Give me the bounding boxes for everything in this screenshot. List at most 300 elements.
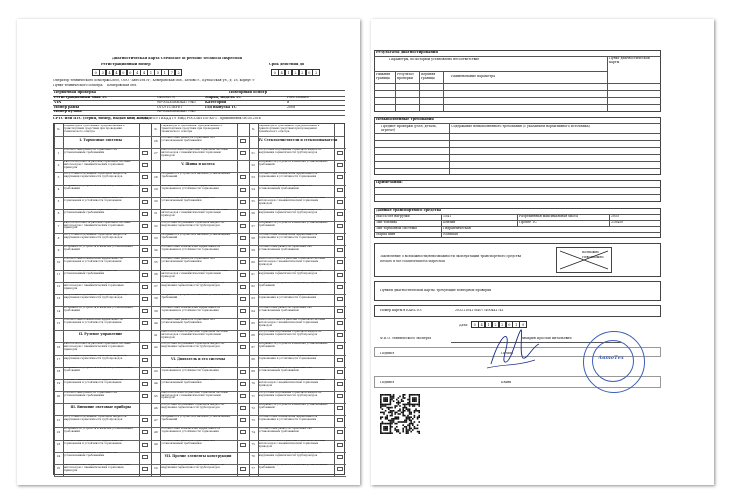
reg-number-digit: 4 [140,69,148,76]
conclusion-en-label: Results if the roadworthiness inspection [380,260,446,263]
checklist-item-number: 54 [251,187,255,192]
checklist-item-number: 28 [154,174,158,179]
checklist-item-checkbox [337,418,343,422]
vehicle-data-label: Данные транспортного средства [376,209,442,212]
checklist-item-checkbox [337,333,343,337]
checklist-item-text: Отсутствие подтекания тормозной жидкости, нарушения герметичности трубопроводов [258,209,322,215]
checklist-item-number: 30 [154,199,158,204]
checklist-item-number: 16 [56,344,61,349]
checklist-item-number: 50 [154,466,158,471]
checklist-item-text: Работоспособность рабочей тормозной системы автопоездов с пневматическим тормозным приводом [258,440,326,448]
repeat-inspection-label: Повторный осмотр [229,90,268,94]
point-map-label: Пункт диагностической карты [609,57,650,64]
checklist-item-checkbox [240,188,246,192]
checklist-item-text: Соответствие разности тормозных сил установленным требованиям [161,379,215,385]
srts-value: 7619 205492 МОЭ ГИБДД ГУ МВД РОССИИ ПО КО Г. Прокопьевск 08.05.2016 [127,117,261,120]
checklist-item-number: 55 [251,199,255,204]
checklist-item-number: 45 [154,393,158,398]
checklist-item-number: 65 [251,320,255,325]
mass-empty-label: Масса без нагрузки [376,215,410,218]
checklist-item-text: Соответствие разности тормозных сил установленным требованиям [64,452,118,458]
checklist-item-text: Работоспособность рабочей тормозной системы автопоездов с пневматическим тормозным приводом [258,258,326,266]
odometer-value: 218450 [611,221,624,224]
possible-label: Возможно [582,251,600,254]
checklist-item-checkbox [337,358,343,362]
checklist-item-number: 18 [56,369,61,374]
checklist-item-checkbox [240,260,246,264]
point-value: Кемеровская обл. [107,84,138,87]
checklist-item-number: 21 [56,417,61,422]
checklist-section-title: II. Рулевое управление [79,332,123,337]
column-header-num: № [154,127,158,131]
date-digit: 1 [485,321,493,328]
checklist-item-checkbox [337,151,343,155]
checklist-item-checkbox [142,248,148,252]
reg-number-digit: 3 [99,69,107,76]
checklist-item-checkbox [142,236,148,240]
checklist-item-text: Соответствие показателей эффективности торможения и устойчивости торможения [258,355,318,361]
checklist-item-number: 15 [56,320,61,325]
checklist-item-text: Исправность устройств и наличие установленных требований [258,282,328,288]
checklist-item-number: 47 [154,417,158,422]
checklist-item-number: 60 [251,259,255,264]
checklist-item-checkbox [142,224,148,228]
checklist-item-text: Соответствие разности тормозных сил установленным требованиям [258,367,312,373]
checklist-item-checkbox [142,175,148,179]
checklist-item-text: Работоспособность рабочей тормозной системы автопоездов с пневматическим тормозным приводом [258,318,326,327]
checklist-item-text: Соответствие разности тормозных сил установленным требованиям [161,136,215,142]
reg-number-digit: 4 [113,69,121,76]
eaisto-value: 203211041764077400441741 [455,309,504,312]
checklist-item-checkbox [337,321,343,325]
blank-label: Бланк [501,381,512,384]
checklist-item-number: 13 [56,296,61,301]
checklist-item-number: 75 [251,442,255,447]
checklist-item-checkbox [240,333,246,337]
vehicle-field-value: Ford Mondeo [287,96,309,99]
checklist-item-number: 38 [154,296,158,301]
checklist-item-checkbox [337,248,343,252]
checklist-item-text: Исправность устройств и наличие установленных требований [258,221,328,227]
checklist-item-text: Отсутствие подтекания тормозной жидкости, нарушения герметичности трубопроводов [161,221,225,227]
date-digit: 2 [492,321,500,328]
checklist-section-title: III. Внешние световые приборы [70,405,131,410]
vehicle-field-label: Регистрационный знак ТС [54,96,108,99]
checklist-item-number: 3 [57,174,60,179]
checklist-item-checkbox [142,163,148,167]
checklist-item-text: Соответствие разности тормозных сил установленным требованиям [161,318,215,324]
checklist-item-checkbox [142,345,148,349]
checklist-item-text: Отсутствие подтекания тормозной жидкости, нарушения герметичности трубопроводов [258,452,322,458]
vehicle-field-value: ОТСУТСТВУЕТ [157,105,183,109]
valid-until-label: Срок действия до [269,63,305,66]
repeat-items-label: Пункты диагностической карты, требующие повторной проверки [380,289,492,292]
checklist-item-text: Работоспособность рабочей тормозной системы автопоездов с пневматическим тормозным приводом [161,391,228,400]
checklist-item-text: Отсутствие подтекания тормозной жидкости, нарушения герметичности трубопроводов [258,270,322,276]
fuel-value: Бензин [443,221,456,224]
checklist-item-text: Отсутствие подтекания тормозной жидкости, нарушения герметичности трубопроводов [64,355,128,361]
checklist-item-text: Отсутствие подтекания тормозной жидкости, нарушения герметичности трубопроводов [161,343,225,348]
checklist-item-checkbox [337,285,343,289]
date-digit: 4 [478,321,486,328]
checklist-item-checkbox [142,467,148,471]
checklist-item-checkbox [240,309,246,313]
checklist-item-number: 12 [56,284,61,289]
checklist-item-number: 23 [56,442,61,447]
checklist-item-checkbox [142,273,148,277]
params-label: Параметры, по которым установлено несоответствие [389,58,480,61]
reg-number-digit: 4 [106,69,114,76]
checklist-item-text: Соответствие показателей эффективности торможения и устойчивости торможения [258,173,318,178]
checklist-item-number: 77 [251,466,255,471]
checklist-item-checkbox [337,455,343,459]
checklist-item-checkbox [337,188,343,192]
checklist-item-checkbox [142,285,148,289]
checklist-item-number: 35 [154,259,158,264]
checklist-item-text: Работоспособность рабочей тормозной системы автопоездов с пневматическим тормозным приводом [161,148,228,157]
mass-empty-value: 1541 [443,215,452,218]
checklist-item-number: 43 [154,369,158,374]
checklist-item-number: 57 [251,223,255,228]
checklist-item-checkbox [240,418,246,422]
checklist-item-text: Работоспособность рабочей тормозной системы автопоездов с пневматическим тормозным приводом [161,209,228,218]
checklist-item-number: 37 [154,284,158,289]
checklist-item-number: 26 [154,138,158,143]
checklist-item-checkbox [337,236,343,240]
notes-label: Примечания: [376,181,403,184]
checklist-item-text: Работоспособность рабочей тормозной системы автопоездов с пневматическим тормозным приводом [64,282,131,291]
checklist-item-text: Соответствие показателей эффективности торможения и устойчивости торможения [64,440,123,446]
date-digit: 9 [519,321,527,328]
checklist-item-checkbox [240,370,246,374]
fuel-label: Тип топлива [376,221,398,224]
checklist-item-text: Работоспособность рабочей тормозной системы автопоездов с пневматическим тормозным приводом [64,221,131,230]
checklist-item-checkbox [337,370,343,374]
checklist-item-checkbox [240,430,246,434]
checklist-item-number: 34 [154,247,158,252]
checklist-item-text: Соответствие показателей эффективности торможения и устойчивости торможения [258,233,318,239]
date-digit: 2 [499,321,507,328]
checklist-item-number: 32 [154,223,158,228]
reg-number-boxes [92,69,182,76]
checklist-item-checkbox [240,175,246,179]
content-label: Содержание невыполненного требования (с указанием нормативного источника) [451,125,590,128]
reg-number-digit: 0 [127,69,135,76]
checklist-item-checkbox [240,443,246,447]
checklist-item-text: Соответствие разности тормозных сил установленным требованиям [258,428,312,433]
checklist-item-text: Исправность устройств и наличие установленных требований [64,185,133,191]
checklist-item-number: 17 [56,357,61,362]
vehicle-field-value: О450МТ70 [157,96,176,99]
checklist-item-number: 14 [56,308,61,313]
checklist-item-number: 74 [251,429,255,434]
checklist-item-checkbox [337,212,343,216]
checklist-item-text: Исправность устройств и наличие установленных требований [258,343,328,348]
checklist-item-number: 4 [57,187,60,192]
checklist-item-text: Соответствие показателей эффективности торможения и устойчивости торможения [161,428,221,433]
checklist-item-text: Отсутствие подтекания тормозной жидкости, нарушения герметичности трубопроводов [161,282,225,288]
checklist-item-checkbox [240,139,246,143]
checklist-item-checkbox [337,309,343,313]
checklist-item-checkbox [240,200,246,204]
checklist-item-text: Отсутствие подтекания тормозной жидкости, нарушения герметичности трубопроводов [64,415,128,421]
checklist-item-text: Соответствие показателей эффективности торможения и устойчивости торможения [161,367,221,373]
upper-bound-label: Верхняя граница [421,73,436,80]
checklist-item-text: Отсутствие подтекания тормозной жидкости, нарушения герметичности трубопроводов [258,391,322,397]
tires-label: Марка шин [376,233,396,236]
checklist-item-number: 72 [251,405,255,410]
checklist-item-text: Соответствие разности тормозных сил установленным требованиям [258,306,312,312]
checklist-item-checkbox [142,443,148,447]
checklist-item-text: Отсутствие подтекания тормозной жидкости, нарушения герметичности трубопроводов [64,233,128,239]
impossible-label: Невозможно [582,256,604,259]
valid-until-boxes [271,69,319,76]
operator-value: 652600, ООО "АвтоТех Н", Кемеровская обл., Белово г., Кузбасская ул., д. 18, корпус 9 [107,79,255,82]
lower-bound-label: Нижняя граница [376,73,390,80]
tires-value: Nordman [443,233,459,236]
checklist-item-checkbox [142,321,148,325]
checklist-item-checkbox [337,200,343,204]
reg-number-digit: 5 [154,69,162,76]
checklist-section-title: VI. Двигатель и его системы [170,356,226,361]
point-label: Пункт технического осмотра: [53,84,104,87]
vehicle-field-value: WF0GXXGBB3KA77940 [157,100,196,104]
checklist-item-number: 69 [251,369,255,374]
checklist-item-text: Работоспособность рабочей тормозной системы автопоездов с пневматическим тормозным приводом [64,160,131,169]
checklist-item-number: 19 [56,381,61,386]
checklist-section-title: VII. Прочие элементы конструкции [164,453,232,458]
checklist-section-title: IV. Стеклоочистители и стеклоомыватели [258,138,338,142]
expert-label: Ф.И.О. технического эксперта [380,337,432,340]
column-header-params: Параметры и требования, предъявляемые к транспортным средствам при проведении технического осмотра [258,125,320,133]
organization-stamp: АвтоТех [583,331,645,393]
checklist-item-number: 71 [251,393,255,398]
checklist-item-checkbox [142,309,148,313]
checklist-item-number: 66 [251,332,255,337]
checklist-item-text: Отсутствие подтекания тормозной жидкости, нарушения герметичности трубопроводов [161,464,225,470]
checklist-item-number: 39 [154,308,158,313]
checklist-item-text: Работоспособность рабочей тормозной системы автопоездов с пневматическим тормозным приводом [258,197,326,206]
date-digit: 0 [506,321,514,328]
checklist-item-number: 59 [251,247,255,252]
checklist-item-text: Работоспособность рабочей тормозной системы автопоездов с пневматическим тормозным приводом [258,379,326,388]
checklist-item-text: Работоспособность рабочей тормозной системы автопоездов с пневматическим тормозным приводом [161,270,228,278]
checklist-item-text: Исправность устройств и наличие установленных требований [64,245,133,251]
checklist-item-number: 46 [154,405,158,410]
checklist-item-number: 7 [57,223,60,228]
checklist-table [53,123,345,475]
checklist-item-checkbox [240,406,246,410]
date-digit: 0 [471,321,479,328]
checklist-item-checkbox [337,406,343,410]
eaisto-label: Номер карты в ЕАИСТО: [380,309,422,312]
reg-number-digit: 4 [133,69,141,76]
card-title: Диагностическая карта Certificate of periodic technical inspection [112,57,243,60]
inspection-card-left-page [17,19,360,485]
checklist-item-checkbox [337,382,343,386]
param-name-label: Наименование параметра [451,75,496,78]
vehicle-field-label: Марка, модель ТС [205,96,242,99]
reg-number-digit: 1 [161,69,169,76]
checklist-item-checkbox [240,467,246,471]
date-label: Дата: [459,324,469,327]
valid-until-digit: 0 [271,69,279,76]
checklist-item-checkbox [337,224,343,228]
checklist-item-number: 8 [57,235,60,240]
checklist-item-checkbox [142,455,148,459]
qr-code [380,394,420,434]
checklist-item-number: 51 [251,150,255,155]
checklist-item-checkbox [337,394,343,398]
checklist-item-checkbox [240,345,246,349]
reg-number-digit: 0 [92,69,100,76]
checklist-item-number: 61 [251,272,255,277]
checklist-item-checkbox [142,151,148,155]
vehicle-field-value: B [287,100,290,104]
checklist-item-number: 40 [154,320,158,325]
checklist-item-number: 29 [154,187,158,192]
checklist-item-text: Отсутствие подтекания тормозной жидкости, нарушения герметичности трубопроводов [258,148,322,154]
checklist-item-checkbox [142,188,148,192]
checklist-item-text: Соответствие разности тормозных сил установленным требованиям [64,209,118,215]
brake-value: Гидравлическая [443,227,471,230]
stamp-label: Печать [501,352,514,355]
checklist-item-checkbox [240,248,246,252]
checklist-item-checkbox [142,418,148,422]
vehicle-field-label: Год выпуска ТС [205,105,237,109]
cross-out-mark [558,249,610,271]
reg-number-digit: 7 [168,69,176,76]
checklist-section-title: V. Шины и колеса [181,162,215,167]
checklist-item-number: 5 [57,199,60,204]
checklist-item-checkbox [337,443,343,447]
checklist-section-title: I. Тормозные системы [79,138,122,142]
reg-number-label: Регистрационный номер [101,63,151,66]
checklist-item-checkbox [142,382,148,386]
checklist-item-checkbox [337,260,343,264]
checklist-item-text: Соответствие показателей эффективности торможения и устойчивости торможения [161,306,221,312]
checklist-item-checkbox [240,236,246,240]
checklist-item-text: Исправность устройств и наличие установленных требований [64,428,133,433]
checklist-item-text: Работоспособность рабочей тормозной системы автопоездов с пневматическим тормозным приводом [64,464,131,473]
valid-until-digit: 0 [306,69,314,76]
odometer-label: Пробег ТС [519,221,537,224]
checklist-item-checkbox [142,358,148,362]
nonconform-label: Невыполненные требования [376,118,434,121]
valid-until-digit: 2 [299,69,307,76]
checklist-item-checkbox [240,285,246,289]
signature2-label: Подпись [380,381,395,384]
valid-until-digit: 1 [285,69,293,76]
reg-number-digit: 0 [120,69,128,76]
checklist-item-number: 73 [251,417,255,422]
checklist-item-number: 2 [57,162,60,167]
checklist-item-number: 31 [154,211,158,216]
conclusion-label: Заключение о возможности/невозможности эксплуатации транспортного средства [380,255,522,258]
checklist-item-text: Отсутствие подтекания тормозной жидкости, нарушения герметичности трубопроводов [64,294,128,300]
vehicle-field-value: 2008 [287,105,296,109]
expert-value: Зимарин Ярослав Витальевич [521,337,572,340]
checklist-item-number: 9 [57,247,60,252]
checklist-item-number: 27 [154,150,158,155]
checklist-item-text: Соответствие разности тормозных сил установленным требованиям [258,245,312,251]
checklist-item-text: Исправность устройств и наличие установленных требований [258,464,328,470]
checklist-item-text: Отсутствие подтекания тормозной жидкости, нарушения герметичности трубопроводов [258,330,322,336]
checklist-item-text: Соответствие показателей эффективности торможения и устойчивости торможения [64,318,123,324]
checklist-item-text: Исправность устройств и наличие установленных требований [64,367,133,373]
checklist-item-checkbox [337,163,343,167]
checklist-item-checkbox [142,430,148,434]
checklist-item-number: 1 [57,150,60,155]
checklist-item-text: Отсутствие подтекания тормозной жидкости, нарушения герметичности трубопроводов [161,403,225,409]
checklist-item-text: Соответствие показателей эффективности торможения и устойчивости торможения [64,379,123,385]
checklist-item-number: 64 [251,308,255,313]
mass-max-label: Разрешённая максимальная масса [519,215,579,218]
checklist-item-number: 68 [251,357,255,362]
checklist-item-number: 44 [154,381,158,386]
checklist-item-number: 20 [56,393,61,398]
date-digit: 1 [512,321,520,328]
vehicle-field-label: Номер кузова [54,110,82,114]
reg-number-digit: 2 [175,69,183,76]
checklist-item-text: Соответствие показателей эффективности торможения и устойчивости торможения [161,245,221,251]
vehicle-field-value: WF0GXXGBB3KA77940 [157,110,196,114]
checklist-item-text: Работоспособность рабочей тормозной системы автопоездов с пневматическим тормозным приводом [161,330,228,339]
checklist-item-text: Соответствие показателей эффективности торможения и устойчивости торможения [64,197,123,203]
notes-block [374,180,661,202]
checklist-item-number: 53 [251,174,255,179]
checklist-item-text: Исправность устройств и наличие установленных требований [161,294,231,300]
checklist-item-text: Соответствие показателей эффективности торможения и устойчивости торможения [258,415,318,421]
vehicle-field-label: VIN [54,100,62,104]
valid-until-digit: 2 [292,69,300,76]
checklist-item-number: 63 [251,296,255,301]
checklist-item-number: 24 [56,454,61,459]
checklist-item-checkbox [240,224,246,228]
results-label: Результаты диагностирования [376,51,438,54]
checklist-item-checkbox [240,321,246,325]
checklist-item-text: Исправность устройств и наличие установленных требований [258,403,328,409]
mass-max-value: 2055 [611,215,620,218]
checklist-item-checkbox [337,345,343,349]
checklist-item-text: Соответствие разности тормозных сил установленным требованиям [258,185,312,191]
checklist-item-checkbox [337,467,343,471]
checklist-item-checkbox [142,370,148,374]
srts-label: СРТС или ПТС (серия, номер, выдан кем, когда): [53,117,151,120]
checklist-item-checkbox [337,175,343,179]
checklist-item-checkbox [240,151,246,155]
checklist-item-text: Работоспособность рабочей тормозной системы автопоездов с пневматическим тормозным приводом [64,343,131,351]
checklist-item-checkbox [337,297,343,301]
checklist-item-text: Исправность устройств и наличие установленных требований [161,415,231,421]
column-header-params: Параметры и требования, предъявляемые к транспортным средствам при проведении технического осмотра [64,125,125,133]
checklist-item-number: 22 [56,429,61,434]
checklist-item-number: 49 [154,442,158,447]
checklist-item-checkbox [142,260,148,264]
checklist-item-checkbox [240,394,246,398]
expert-signature [483,324,543,374]
checklist-item-checkbox [337,273,343,277]
checklist-item-number: 52 [251,162,255,167]
checklist-item-number: 33 [154,235,158,240]
checklist-item-number: 42 [154,344,158,349]
first-inspection-label: Первичная проверка [54,90,97,94]
checklist-item-text: Соответствие разности тормозных сил установленным требованиям [64,148,118,154]
column-header-num: № [57,127,60,131]
valid-until-digit: 2 [312,69,320,76]
column-header-params: Параметры и требования, предъявляемые к транспортным средствам при проведении технического осмотра [161,125,223,133]
checklist-item-number: 10 [56,259,61,264]
